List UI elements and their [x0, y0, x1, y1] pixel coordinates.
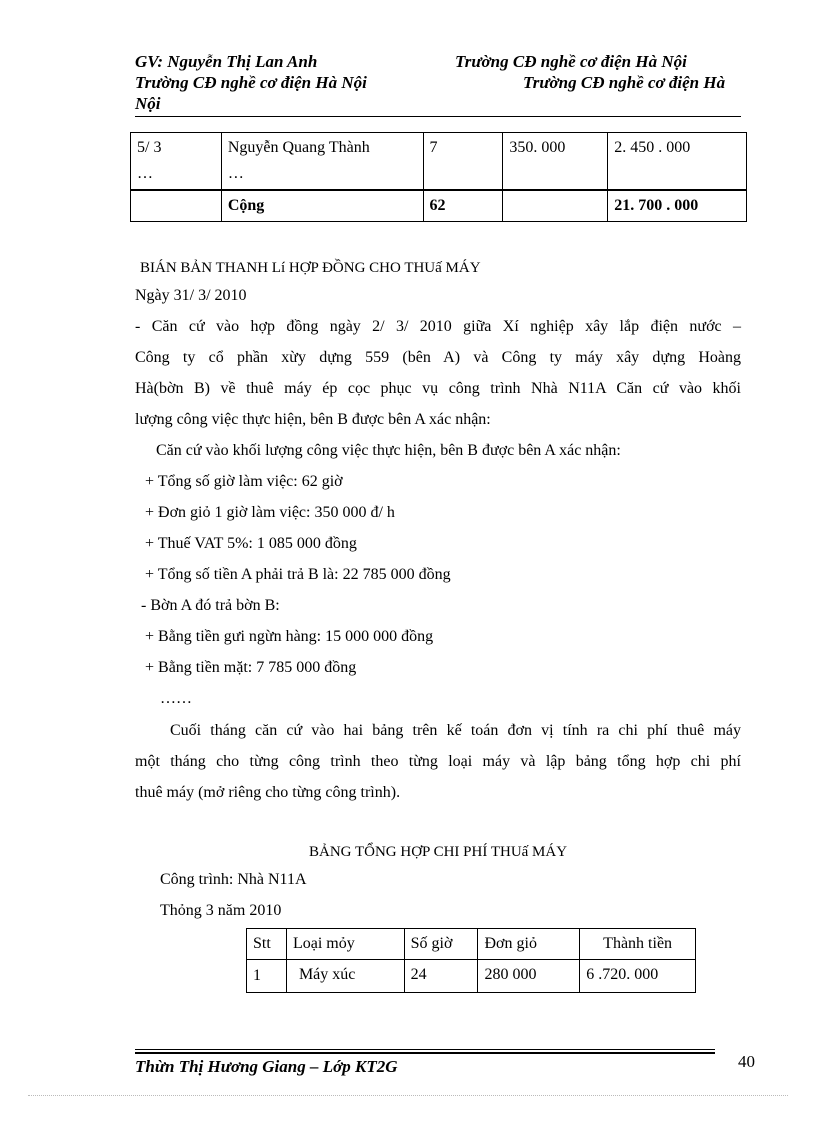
table-cell	[131, 190, 222, 222]
minutes-title: BIÁN BẢN THANH Lí HỢP ĐỒNG CHO THUấ MÁY	[140, 260, 481, 276]
table-cell: 1	[247, 960, 287, 993]
cost-summary-table	[246, 928, 696, 993]
header-school-right-2: Trường CĐ nghề cơ điện Hà	[523, 73, 726, 92]
para2: Căn cứ vào khối lượng công việc thực hiện, bên B được bên A xác nhận:	[156, 442, 621, 459]
header-cell: Stt	[247, 929, 287, 960]
item-bank-transfer: + Bằng tiền gưi ngừn hàng: 15 000 000 đồng	[145, 628, 434, 645]
table-cell: 5/ 3 …	[131, 133, 222, 191]
item-unit-price: + Đơn giỏ 1 giờ làm việc: 350 000 đ/ h	[145, 504, 395, 521]
para1-line3: Hà(bờn B) về thuê máy ép cọc phục vụ công trình Nhà N11A Căn cứ vào khối	[135, 380, 741, 397]
header-cell: Thành tiền	[580, 929, 696, 960]
table-cell: 280 000	[478, 960, 580, 993]
para1-line2: Công ty cổ phần xừy dựng 559 (bên A) và Công ty máy xây dựng Hoàng	[135, 349, 741, 366]
item-paid: - Bờn A đó trả bờn B:	[141, 597, 280, 614]
table-row-total	[131, 190, 747, 222]
para1-line1: - Căn cứ vào hợp đồng ngày 2/ 3/ 2010 giữa Xí nghiệp xây lắp điện nước –	[135, 318, 741, 335]
page-edge-divider	[28, 1095, 788, 1096]
footer-author: Thừn Thị Hương Giang – Lớp KT2G	[135, 1057, 398, 1076]
ellipsis: ……	[160, 690, 192, 707]
table-cell: 2. 450 . 000	[608, 133, 747, 191]
table-cell: 7	[423, 133, 503, 191]
table-cell	[503, 190, 608, 222]
header-cell: Đơn giỏ	[478, 929, 580, 960]
footer-rule-top	[135, 1049, 715, 1050]
footer-rule-bottom	[135, 1052, 715, 1054]
header-school-left: Trường CĐ nghề cơ điện Hà Nội	[135, 73, 367, 92]
table-row	[247, 960, 696, 993]
table-cell: Máy xúc	[286, 960, 404, 993]
minutes-date: Ngày 31/ 3/ 2010	[135, 287, 247, 304]
table-cell: 24	[404, 960, 478, 993]
table-cell: Nguyễn Quang Thành …	[221, 133, 423, 191]
header-school-right: Trường CĐ nghề cơ điện Hà Nội	[455, 52, 687, 71]
total-label: Cộng	[221, 190, 423, 222]
header-cell: Loại mỏy	[286, 929, 404, 960]
para3-line3: thuê máy (mở riêng cho từng công trình).	[135, 784, 401, 801]
para3-line2: một tháng cho từng công trình theo từng loại máy và lập bảng tổng hợp chi phí	[135, 753, 741, 770]
para3-line1: Cuối tháng căn cứ vào hai bảng trên kế toán đơn vị tính ra chi phí thuê máy	[170, 722, 741, 739]
item-total-hours: + Tổng số giờ làm việc: 62 giờ	[145, 473, 343, 490]
item-vat: + Thuế VAT 5%: 1 085 000 đồng	[145, 535, 357, 552]
item-total-payable: + Tổng số tiền A phải trả B là: 22 785 000 đồng	[145, 566, 451, 583]
table-cell: 350. 000	[503, 133, 608, 191]
summary-title: BẢNG TỔNG HỢP CHI PHÍ THUấ MÁY	[309, 844, 568, 860]
summary-month: Thỏng 3 năm 2010	[160, 902, 282, 919]
header-cell: Số giờ	[404, 929, 478, 960]
table-header-row	[247, 929, 696, 960]
header-rule	[135, 116, 741, 117]
table-row	[131, 133, 747, 191]
summary-project: Công trình: Nhà N11A	[160, 871, 307, 888]
header-continuation: Nội	[135, 94, 161, 113]
page-number: 40	[738, 1052, 755, 1071]
para1-line4: lượng công việc thực hiện, bên B được bên A xác nhận:	[135, 411, 491, 428]
top-summary-table	[130, 132, 747, 222]
item-cash: + Bằng tiền mặt: 7 785 000 đồng	[145, 659, 357, 676]
total-hours: 62	[423, 190, 503, 222]
total-amount: 21. 700 . 000	[608, 190, 747, 222]
table-cell: 6 .720. 000	[580, 960, 696, 993]
header-teacher: GV: Nguyễn Thị Lan Anh	[135, 52, 318, 71]
